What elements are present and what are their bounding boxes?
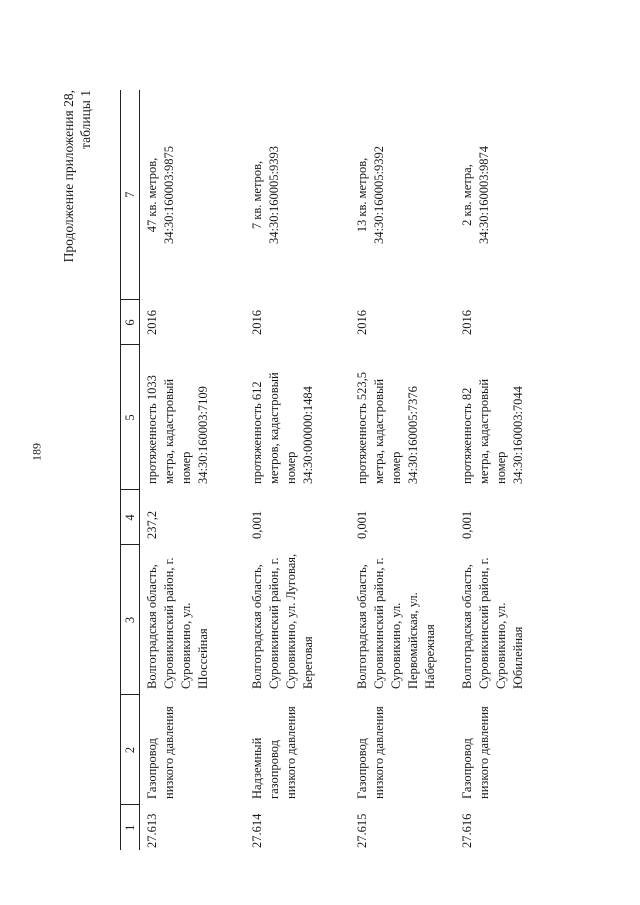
table-row — [245, 90, 350, 850]
column-header: 7 — [121, 90, 140, 300]
property-table — [120, 90, 560, 850]
object-value: 237,2 — [145, 510, 159, 539]
object-specs: протяженность 612 метров, кадастровый номер 34:30:000000:1484 — [250, 372, 315, 484]
table-row — [455, 90, 560, 850]
land-area: 2 кв. метра, — [460, 164, 474, 226]
object-name: Газопровод низкого давления — [355, 706, 386, 799]
row-number: 27.614 — [250, 813, 264, 848]
object-specs: протяженность 523,5 метра, кадастровый номер 34:30:160005:7376 — [355, 372, 420, 484]
object-specs: протяженность 82 метра, кадастровый номер 34:30:160003:7044 — [460, 378, 525, 484]
header-row — [121, 90, 140, 850]
column-header: 4 — [121, 490, 140, 545]
object-year: 2016 — [145, 310, 159, 335]
object-name: Надземный газопровод низкого давления — [250, 706, 298, 799]
object-value: 0,001 — [250, 510, 264, 539]
page-number: 189 — [29, 443, 44, 461]
row-number: 27.615 — [355, 813, 369, 848]
table-row — [140, 90, 246, 850]
object-address: Волгоградская область, Суровикинский район, г. Суровикино, ул. Шоссейная — [145, 557, 210, 689]
object-name: Газопровод низкого давления — [460, 706, 491, 799]
column-header: 6 — [121, 300, 140, 345]
land-cadastral-number: 34:30:160005:9392 — [372, 146, 386, 244]
caption-line-2: таблицы 1 — [78, 90, 93, 149]
column-header: 5 — [121, 345, 140, 490]
object-name: Газопровод низкого давления — [145, 706, 176, 799]
land-area: 13 кв. метров, — [355, 157, 369, 233]
column-header: 2 — [121, 695, 140, 805]
land-info — [245, 90, 350, 300]
caption-line-1: Продолжение приложения 28, — [61, 90, 76, 263]
land-info — [350, 90, 455, 300]
land-area: 7 кв. метров, — [250, 160, 264, 230]
column-header: 1 — [121, 805, 140, 850]
object-address: Волгоградская область, Суровикинский район, г. Суровикино, ул. Первомайская, ул. Набережная — [355, 557, 437, 689]
object-address: Волгоградская область, Суровикинский район, г. Суровикино, ул. Луговая, Береговая — [250, 553, 315, 689]
land-cadastral-number: 34:30:160005:9393 — [267, 146, 281, 244]
land-cadastral-number: 34:30:160003:9874 — [477, 146, 491, 244]
object-year: 2016 — [460, 310, 474, 335]
table-row — [350, 90, 455, 850]
column-header: 3 — [121, 545, 140, 695]
object-year: 2016 — [250, 310, 264, 335]
object-value: 0,001 — [460, 510, 474, 539]
object-year: 2016 — [355, 310, 369, 335]
table-caption — [60, 90, 94, 262]
object-address: Волгоградская область, Суровикинский район, г. Суровикино, ул. Юбилейная — [460, 557, 525, 689]
land-cadastral-number: 34:30:160003:9875 — [162, 146, 176, 244]
row-number: 27.616 — [460, 813, 474, 848]
land-area: 47 кв. метров, — [145, 157, 159, 233]
object-value: 0,001 — [355, 510, 369, 539]
row-number: 27.613 — [145, 813, 159, 848]
land-info — [455, 90, 560, 300]
land-info — [140, 90, 246, 300]
object-specs: протяженность 1033 метра, кадастровый номер 34:30:160003:7109 — [145, 375, 210, 484]
rotated-table-area — [61, 90, 620, 850]
